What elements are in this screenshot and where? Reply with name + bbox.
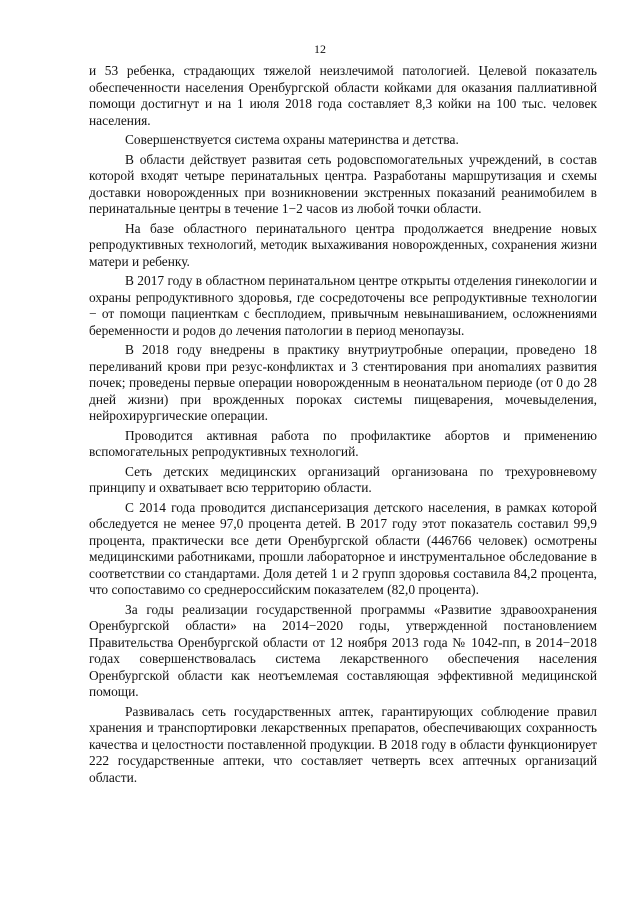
paragraph-children-network: Сеть детских медицинских организаций организована по трехуровневому принципу и охватывает всю территорию области. [89, 463, 597, 495]
paragraph-palliative-continued: и 53 ребенка, страдающих тяжелой неизлечимой патологией. Целевой показатель обеспеченности населения Оренбургской области койками для оказания паллиативной помощи достигнут и на 1 июля 2018 года составляет 8,3 койки на 100 тыс. человек населения. [89, 63, 597, 128]
paragraph-dispensarization: С 2014 года проводится диспансеризация детского населения, в рамках которой обследуется не менее 97,0 процента детей. В 2017 году этот показатель составил 99,9 процента, практически все дети Оренбургской области (446766 человек) осмотрены медицинскими работниками, прошли лабораторное и инструментальное обследование в соответствии со стандартами. Доля детей 1 и 2 групп здоровья составила 84,2 процента, что сопоставимо со среднероссийским показателем (82,0 процента). [89, 499, 597, 597]
document-body [89, 63, 597, 789]
paragraph-pharmacies: Развивалась сеть государственных аптек, гарантирующих соблюдение правил хранения и транспортировки лекарственных препаратов, обеспечивающих сохранность качества и целостности поставленной продукции. В 2018 году в области функционирует 222 государственные аптеки, что составляет четверть всех аптечных организаций области. [89, 703, 597, 785]
paragraph-abortion-prevention: Проводится активная работа по профилактике абортов и применению вспомогательных репродуктивных технологий. [89, 427, 597, 459]
paragraph-perinatal-network: В области действует развитая сеть родовспомогательных учреждений, в состав которой входят четыре перинатальных центра. Разработаны маршрутизация и схемы доставки новорожденных при возникновении экстренных показаний реанимобилем в перинатальные центры в течение 1−2 часов из любой точки области. [89, 151, 597, 216]
page-number: 12 [314, 42, 326, 56]
paragraph-gynecology-2017: В 2017 году в областном перинатальном центре открыты отделения гинекологии и охраны репродуктивного здоровья, где сосредоточены все репродуктивные технологии − от помощи пациенткам с бесплодием, привычным невынашиванием, осложнениями беременности и родов до лечения патологии в период менопаузы. [89, 273, 597, 338]
paragraph-intrauterine-2018: В 2018 году внедрены в практику внутриутробные операции, проведено 18 переливаний крови при резус-конфликтах и 3 стентирования при аноmалиях развития почек; проведены первые операции новорожденным в неонатальном периоде (от 0 до 28 дней жизни) при врожденных пороках системы пищеварения, мочевыделения, нейрохирургические операции. [89, 342, 597, 423]
paragraph-state-program: За годы реализации государственной программы «Развитие здравоохранения Оренбургской области» на 2014−2020 годы, утвержденной постановлением Правительства Оренбургской области от 12 ноября 2013 года № 1042-пп, в 2014−2018 годах совершенствовалась система лекарственного обеспечения населения Оренбургской области как неотъемлемая составляющая эффективной медицинской помощи. [89, 601, 597, 699]
paragraph-reproductive-tech: На базе областного перинатального центра продолжается внедрение новых репродуктивных технологий, методик выхаживания новорожденных, сохранения жизни матери и ребенку. [89, 220, 597, 269]
paragraph-maternity-intro: Совершенствуется система охраны материнства и детства. [125, 132, 459, 147]
